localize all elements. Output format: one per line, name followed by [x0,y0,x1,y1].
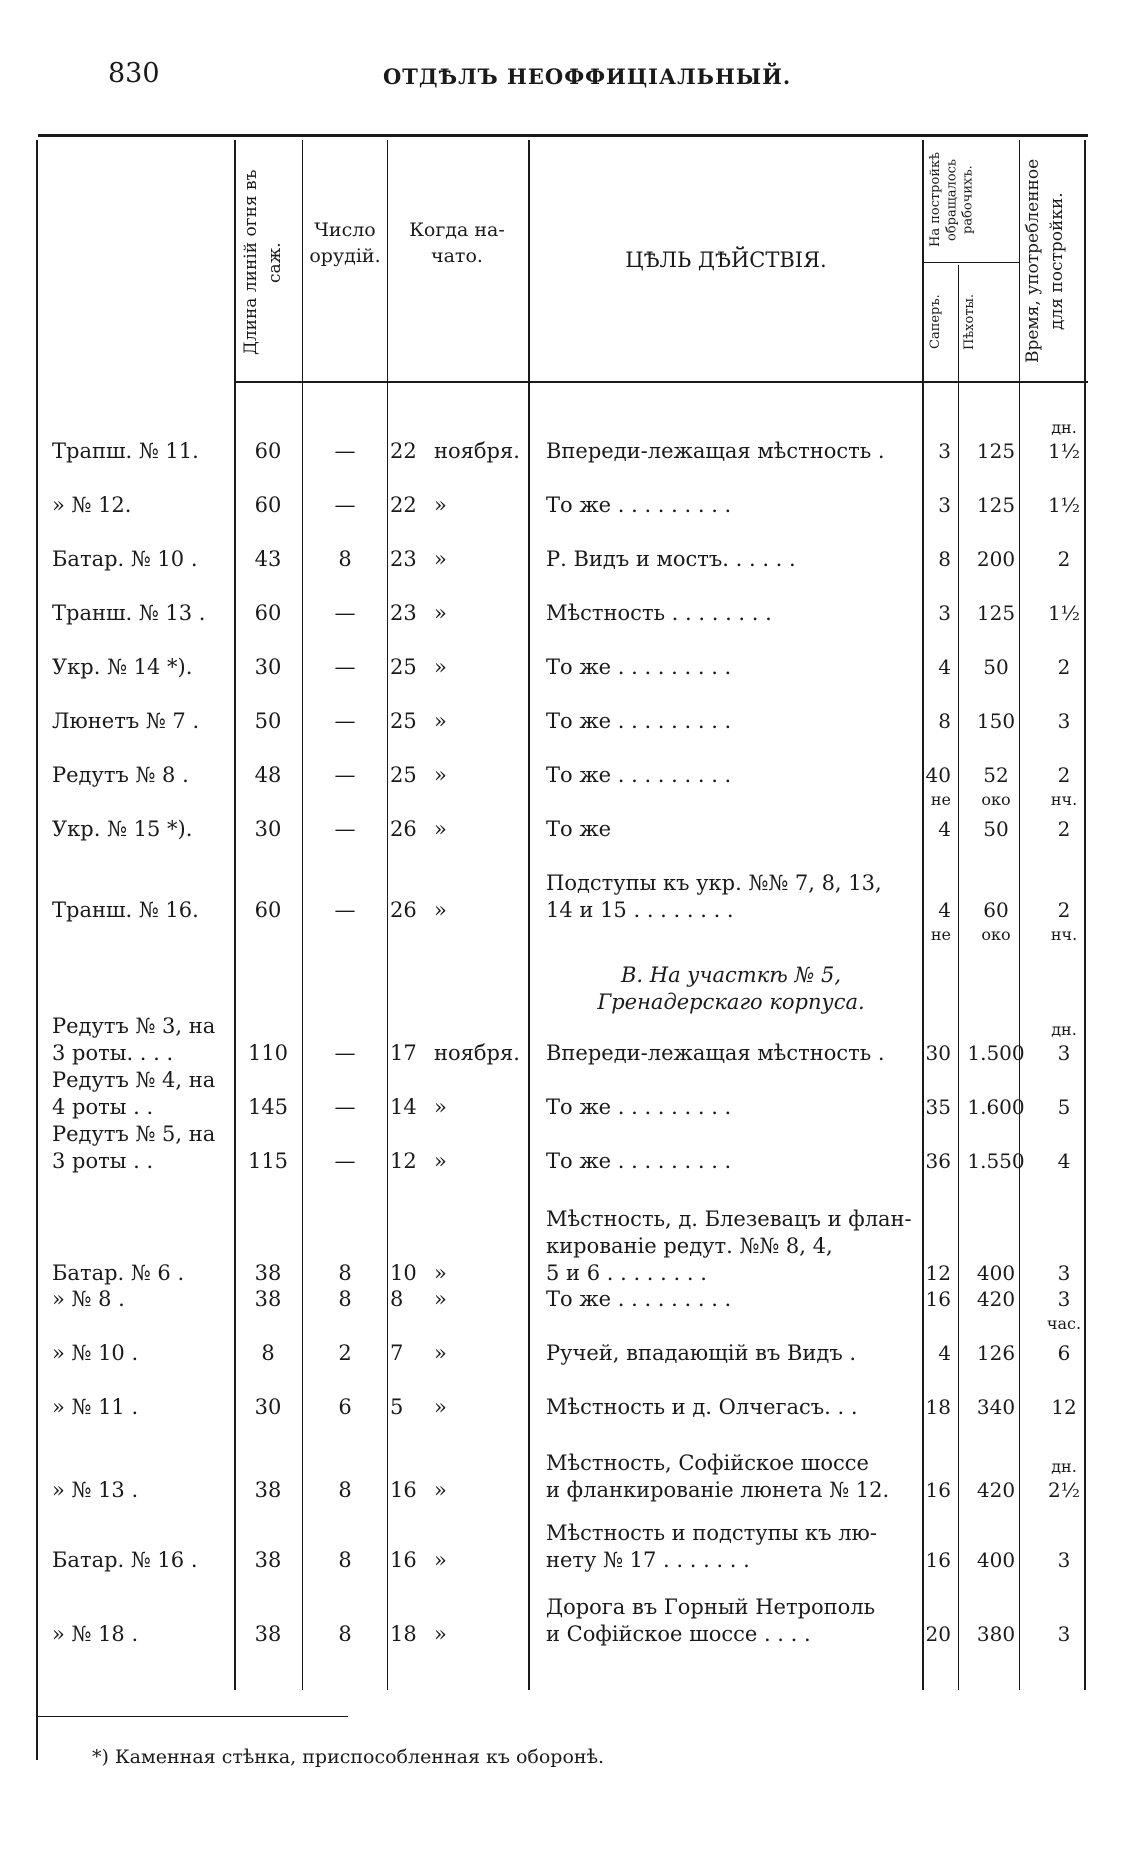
row-note-fragment: нч. [1050,925,1078,944]
row-time: 2½ [1047,1478,1081,1502]
row-time-unit: час. [1046,1314,1082,1333]
row-infantry: 1.500 [967,1041,1025,1065]
row-length: 30 [254,1395,282,1419]
row-guns: 8 [338,1478,352,1502]
row-start-month: » [434,1095,447,1119]
row-time-unit: дн. [1051,1457,1077,1476]
row-start-date [390,1040,524,1067]
row-start-date [390,897,524,924]
row-start-month: » [434,763,447,787]
row-goal-line: Мѣстность . . . . . . . . [546,601,772,625]
row-length: 115 [247,1149,289,1173]
row-guns: — [334,493,356,517]
row-infantry: 200 [976,547,1016,571]
col-header-time: Время, употребленное для постройки. [1023,158,1067,364]
row-goal-line: Дорога въ Горный Нетрополь [546,1595,876,1619]
row-sappers: 3 [938,601,951,625]
row-length: 8 [261,1341,275,1365]
row-start-month: » [434,709,447,733]
col-header-workers: На постройкѣ обращалось рабочихъ. [928,152,976,248]
table-top-rule [38,134,1088,137]
row-start-day: 16 [390,1548,417,1572]
row-time: 2 [1057,655,1071,679]
row-sappers: 18 [925,1395,951,1419]
row-length: 110 [247,1041,289,1065]
row-sappers: 36 [925,1149,951,1173]
row-length: 38 [254,1287,282,1311]
row-infantry: 420 [976,1287,1016,1311]
row-sappers: 30 [925,1041,951,1065]
row-start-month: » [434,1622,447,1646]
row-time-unit: дн. [1051,1020,1077,1039]
row-name: Батар. № 10 . [52,547,198,571]
row-start-date [390,1477,524,1504]
row-infantry: 50 [983,655,1009,679]
row-guns: — [334,601,356,625]
col-rule-6 [958,265,959,1690]
row-start-day: 23 [390,547,417,571]
row-time: 3 [1057,1548,1071,1572]
row-start-day: 18 [390,1622,417,1646]
col-header-length: Длина линій огня въ саж. [241,169,285,356]
row-time: 4 [1057,1149,1071,1173]
row-goal-line: Впереди-лежащая мѣстность . [546,439,885,463]
row-goal-line: Мѣстность и подступы къ лю- [546,1521,877,1545]
row-length: 60 [254,601,282,625]
row-start-date [390,1260,524,1287]
row-time: 1½ [1047,439,1081,463]
header-bottom-rule [236,381,1088,383]
row-start-month: » [434,1395,447,1419]
row-start-date [390,1621,524,1648]
row-start-day: 5 [390,1395,404,1419]
row-goal-line: Подступы къ укр. №№ 7, 8, 13, [546,871,882,895]
row-start-day: 10 [390,1261,417,1285]
row-goal-line: Ручей, впадающій въ Видъ . [546,1341,857,1365]
row-sappers: 4 [938,1341,951,1365]
row-start-date [390,708,524,735]
row-length: 60 [254,898,282,922]
row-guns: 8 [338,1261,352,1285]
row-infantry: 125 [976,439,1016,463]
row-start-date [390,816,524,843]
row-length: 38 [254,1548,282,1572]
row-length: 48 [254,763,282,787]
row-start-date [390,600,524,627]
row-goal-line: То же . . . . . . . . . [546,493,732,517]
row-time: 12 [1051,1395,1077,1419]
row-infantry: 400 [976,1261,1016,1285]
row-length: 38 [254,1622,282,1646]
row-length: 60 [254,439,282,463]
row-sappers: 4 [938,655,951,679]
row-goal-line: То же . . . . . . . . . [546,763,732,787]
row-note-fragment: нч. [1050,790,1078,809]
row-guns: — [334,1041,356,1065]
row-goal-line: и Софійское шоссе . . . . [546,1622,811,1646]
row-sappers: 8 [938,547,951,571]
table-left-rule [36,140,38,1760]
row-sappers: 3 [938,493,951,517]
row-goal-line: То же . . . . . . . . . [546,1095,732,1119]
row-goal-line: Мѣстность, Софійское шоссе [546,1451,869,1475]
row-length: 30 [254,655,282,679]
row-start-day: 22 [390,493,417,517]
row-guns: 8 [338,547,352,571]
row-start-day: 22 [390,439,417,463]
row-infantry: 126 [976,1341,1016,1365]
row-length: 50 [254,709,282,733]
row-sappers: 12 [925,1261,951,1285]
row-start-month: » [434,547,447,571]
row-length: 145 [247,1095,289,1119]
row-infantry: 380 [976,1622,1016,1646]
row-length: 38 [254,1478,282,1502]
row-start-day: 8 [390,1287,404,1311]
running-title: ОТДѢЛЪ НЕОФФИЦІАЛЬНЫЙ. [383,64,792,89]
row-sappers: 16 [925,1548,951,1572]
footnote: *) Каменная стѣнка, приспособленная къ оборонѣ. [92,1746,605,1768]
row-name: Люнетъ № 7 . [52,709,200,733]
row-goal-line: То же . . . . . . . . . [546,709,732,733]
row-sappers: 4 [938,898,951,922]
row-guns: — [334,1095,356,1119]
row-name: » № 12. [52,493,132,517]
row-infantry: 1.600 [967,1095,1025,1119]
row-time: 3 [1057,1041,1071,1065]
row-time: 3 [1057,1287,1071,1311]
row-start-month: » [434,1261,447,1285]
row-name: Редутъ № 8 . [52,763,189,787]
row-start-date [390,1394,524,1421]
row-start-day: 26 [390,898,417,922]
row-start-day: 26 [390,817,417,841]
row-name: Транш. № 16. [52,898,199,922]
row-start-month: » [434,493,447,517]
row-start-month: » [434,655,447,679]
row-start-date [390,1286,524,1313]
row-goal-line: 14 и 15 . . . . . . . . [546,898,734,922]
row-name: Батар. № 16 . [52,1548,198,1572]
row-time: 5 [1057,1095,1071,1119]
col-rule-4 [528,140,530,1690]
row-name: » № 10 . [52,1341,139,1365]
row-note-fragment: не [930,790,951,809]
row-name: Батар. № 6 . [52,1261,185,1285]
row-guns: 6 [338,1395,352,1419]
footnote-rule [38,1716,348,1717]
row-name: Редутъ № 3, на 3 роты. . . . [52,1014,216,1065]
row-goal-line: Мѣстность и д. Олчегасъ. . . [546,1395,858,1419]
row-start-month: » [434,601,447,625]
row-start-day: 25 [390,655,417,679]
col-header-sappers: Саперъ. [928,294,943,350]
row-guns: — [334,1149,356,1173]
row-start-month: » [434,1287,447,1311]
row-time: 2 [1057,547,1071,571]
row-sappers: 20 [925,1622,951,1646]
row-time: 2 [1057,763,1071,787]
row-name: Укр. № 15 *). [52,817,193,841]
row-infantry: 420 [976,1478,1016,1502]
row-start-day: 16 [390,1478,417,1502]
row-length: 60 [254,493,282,517]
col-header-infantry: Пѣхоты. [962,294,977,351]
row-start-day: 25 [390,709,417,733]
row-name: » № 11 . [52,1395,139,1419]
row-goal-line: нету № 17 . . . . . . . [546,1548,750,1572]
row-goal-line: То же . . . . . . . . . [546,1287,732,1311]
workers-subheader-rule [924,262,1019,263]
row-goal-line: кированіе редут. №№ 8, 4, [546,1234,833,1258]
row-sappers: 3 [938,439,951,463]
row-start-month: » [434,1478,447,1502]
row-start-day: 14 [390,1095,417,1119]
row-time: 2 [1057,898,1071,922]
row-infantry: 60 [983,898,1009,922]
row-sappers: 40 [925,763,951,787]
row-start-date [390,1547,524,1574]
row-time: 3 [1057,709,1071,733]
row-infantry: 400 [976,1548,1016,1572]
row-time: 2 [1057,817,1071,841]
row-sappers: 16 [925,1287,951,1311]
row-guns: 8 [338,1622,352,1646]
row-name: Редутъ № 4, на 4 роты . . [52,1068,216,1119]
col-header-guns: Число орудій. [309,219,381,267]
row-goal-line: Мѣстность, д. Блезевацъ и флан- [546,1207,912,1231]
row-infantry: 340 [976,1395,1016,1419]
col-header-start: Когда на-чато. [409,219,505,267]
row-goal-line: То же . . . . . . . . . [546,1149,732,1173]
row-name: » № 8 . [52,1287,125,1311]
row-infantry: 1.550 [967,1149,1025,1173]
row-sappers: 4 [938,817,951,841]
row-guns: — [334,439,356,463]
row-name: Трапш. № 11. [52,439,199,463]
row-name: » № 18 . [52,1622,139,1646]
row-infantry: 125 [976,493,1016,517]
row-start-day: 7 [390,1341,404,1365]
row-length: 43 [254,547,282,571]
row-start-date [390,1094,524,1121]
row-sappers: 35 [925,1095,951,1119]
row-time-unit: дн. [1051,418,1077,437]
row-start-date [390,438,524,465]
row-guns: — [334,817,356,841]
row-time: 3 [1057,1261,1071,1285]
row-start-date [390,762,524,789]
row-start-month: » [434,1149,447,1173]
row-goal-line: То же [546,817,612,841]
col-header-goal: ЦѢЛЬ ДѢЙСТВІЯ. [625,248,827,272]
row-guns: 8 [338,1548,352,1572]
row-start-day: 17 [390,1041,417,1065]
row-start-date [390,654,524,681]
row-start-month: » [434,898,447,922]
row-infantry: 50 [983,817,1009,841]
row-guns: — [334,709,356,733]
row-guns: 2 [338,1341,352,1365]
row-note-fragment: око [981,790,1011,809]
row-start-month: » [434,817,447,841]
row-length: 38 [254,1261,282,1285]
row-guns: 8 [338,1287,352,1311]
row-goal-line: и фланкированіе люнета № 12. [546,1478,890,1502]
row-start-date [390,546,524,573]
row-infantry: 125 [976,601,1016,625]
row-name: Редутъ № 5, на 3 роты . . [52,1122,216,1173]
row-guns: — [334,898,356,922]
row-start-date [390,1148,524,1175]
row-sappers: 8 [938,709,951,733]
row-start-month: ноября. [434,439,520,463]
row-time: 3 [1057,1622,1071,1646]
row-name: » № 13 . [52,1478,139,1502]
row-name: Укр. № 14 *). [52,655,193,679]
row-infantry: 52 [983,763,1009,787]
row-start-month: » [434,1548,447,1572]
row-note-fragment: око [981,925,1011,944]
row-start-day: 25 [390,763,417,787]
row-note-fragment: не [930,925,951,944]
row-length: 30 [254,817,282,841]
row-name: Транш. № 13 . [52,601,206,625]
row-start-month: » [434,1341,447,1365]
section-heading: В. На участкѣ № 5, Гренадерскаго корпуса. [597,963,865,1014]
row-goal-line: Р. Видъ и мостъ. . . . . . [546,547,796,571]
row-goal-line: То же . . . . . . . . . [546,655,732,679]
row-guns: — [334,763,356,787]
col-rule-5 [922,140,924,1690]
row-goal-line: Впереди-лежащая мѣстность . [546,1041,885,1065]
row-infantry: 150 [976,709,1016,733]
row-start-date [390,492,524,519]
row-start-day: 12 [390,1149,417,1173]
row-time: 6 [1057,1341,1071,1365]
row-start-date [390,1340,524,1367]
row-guns: — [334,655,356,679]
row-start-day: 23 [390,601,417,625]
row-goal-line: 5 и 6 . . . . . . . . [546,1261,707,1285]
row-time: 1½ [1047,601,1081,625]
page-number: 830 [108,58,160,89]
row-time: 1½ [1047,493,1081,517]
row-start-month: ноября. [434,1041,520,1065]
row-sappers: 16 [925,1478,951,1502]
